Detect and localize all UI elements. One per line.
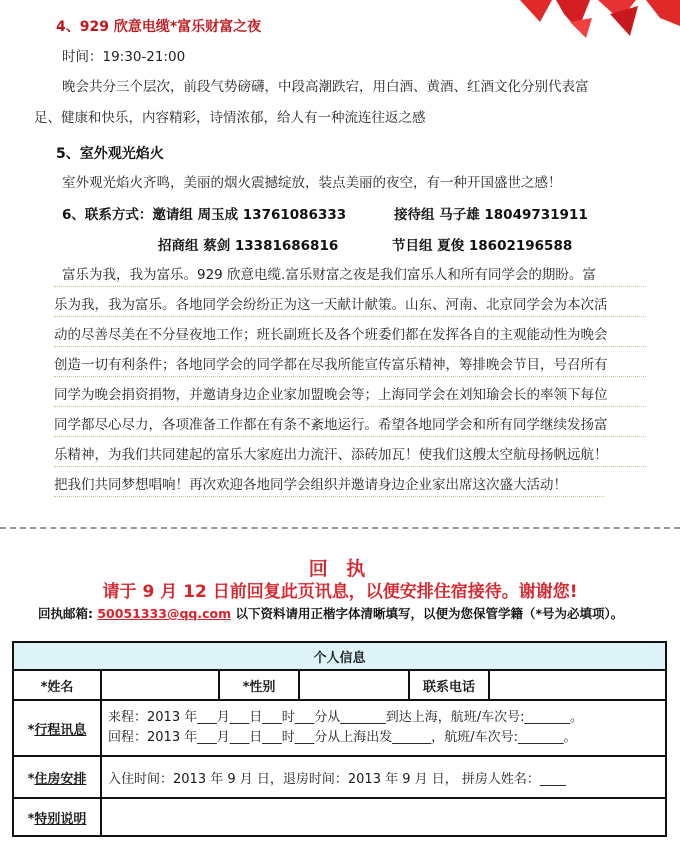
closing-line: 同学为晚会捐资捐物，并邀请身边企业家加盟晚会等；上海同学会在刘知瑜会长的率领下每位	[54, 387, 608, 403]
special-field[interactable]	[101, 798, 666, 836]
underline	[54, 406, 646, 407]
closing-line: 把我们共同梦想唱响！再次欢迎各地同学会组织并邀请身边企业家出席这次盛大活动！	[54, 477, 567, 493]
required-star: *	[27, 722, 35, 738]
lodging-label: 住房安排	[34, 771, 87, 787]
name-field[interactable]	[101, 670, 219, 700]
email-note: 以下资料请用正楷字体清晰填写，以便为您保管学籍（*号为必填项）。	[235, 606, 624, 621]
special-label-cell	[13, 798, 101, 836]
section4-desc-line1: 晚会共分三个层次，前段气势磅礴，中段高潮跌宕，用白酒、黄酒、红酒文化分别代表富	[62, 79, 589, 95]
name-label: *姓名	[13, 670, 101, 700]
special-label: 特别说明	[34, 811, 87, 827]
trip-field[interactable]	[101, 700, 666, 756]
underline	[54, 346, 646, 347]
closing-line: 乐精神，为我们共同建起的富乐大家庭出力流汗、添砖加瓦！使我们这艘太空航母扬帆远航！	[54, 447, 608, 463]
decorative-red-shapes	[460, 0, 680, 40]
section4-desc-line2: 足、健康和快乐，内容精彩，诗情浓郁，给人有一种流连往返之感	[34, 110, 426, 126]
closing-line: 乐为我，我为富乐。各地同学会纷纷正为这一天献计献策。山东、河南、北京同学会为本次活	[54, 297, 608, 313]
gender-field[interactable]	[299, 670, 409, 700]
contact-invite: 6、联系方式：邀请组 周玉成 13761086333	[62, 207, 347, 223]
lodging-field[interactable]: 入住时间：2013 年 9 月 日，退房时间：2013 年 9 月 日， 拼房人姓名：____	[101, 756, 666, 798]
phone-field[interactable]	[489, 670, 666, 700]
gender-label: *性别	[219, 670, 299, 700]
form-header: 个人信息	[13, 642, 666, 670]
receipt-title: 回 执	[308, 558, 372, 580]
underline	[54, 466, 646, 467]
receipt-email-line	[38, 604, 623, 622]
trip-line-return: 回程：2013 年___月___日___时___分从上海出发______，航班/车次号:_______。	[108, 730, 577, 745]
cut-line	[0, 527, 680, 529]
contact-reception: 接待组 马子雄 18049731911	[394, 207, 588, 223]
underline	[54, 286, 646, 287]
required-star: *	[27, 811, 35, 827]
closing-line: 动的尽善尽美在不分昼夜地工作；班长副班长及各个班委们都在发挥各自的主观能动性为晚会	[54, 327, 608, 343]
underline	[54, 376, 646, 377]
section4-title: 4、929 欣意电缆*富乐财富之夜	[56, 19, 262, 35]
closing-line: 富乐为我，我为富乐。929 欣意电缆.富乐财富之夜是我们富乐人和所有同学会的期盼。富	[62, 267, 596, 283]
trip-label: 行程讯息	[34, 722, 87, 738]
section5-desc: 室外观光焰火齐鸣，美丽的烟火震撼绽放，装点美丽的夜空，有一种开国盛世之感！	[62, 175, 562, 191]
section4-time: 时间：19:30-21:00	[62, 49, 186, 65]
required-star: *	[27, 771, 35, 787]
receipt-subtitle: 请于 9 月 12 日前回复此页讯息，以便安排住宿接待。谢谢您!	[102, 582, 578, 602]
email-label: 回执邮箱:	[38, 606, 93, 621]
registration-form	[12, 641, 667, 837]
contact-program: 节目组 夏俊 18602196588	[392, 238, 573, 254]
contact-merchant: 招商组 蔡剑 13381686816	[158, 238, 339, 254]
trip-label-cell	[13, 700, 101, 756]
closing-line: 同学都尽心尽力，各项准备工作都在有条不紊地运行。希望各地同学会和所有同学继续发扬富	[54, 417, 608, 433]
email-link[interactable]: 50051333@qq.com	[97, 606, 232, 621]
underline	[54, 316, 646, 317]
underline	[54, 496, 604, 497]
closing-line: 创造一切有利条件；各地同学会的同学都在尽我所能宣传富乐精神，筹排晚会节目，号召所有	[54, 357, 608, 373]
section5-title: 5、室外观光焰火	[56, 146, 164, 162]
phone-label: 联系电话	[409, 670, 489, 700]
lodging-label-cell	[13, 756, 101, 798]
underline	[54, 436, 646, 437]
trip-line-arrival: 来程：2013 年___月___日___时___分从_______到达上海，航班/车次号:_______。	[108, 710, 583, 725]
